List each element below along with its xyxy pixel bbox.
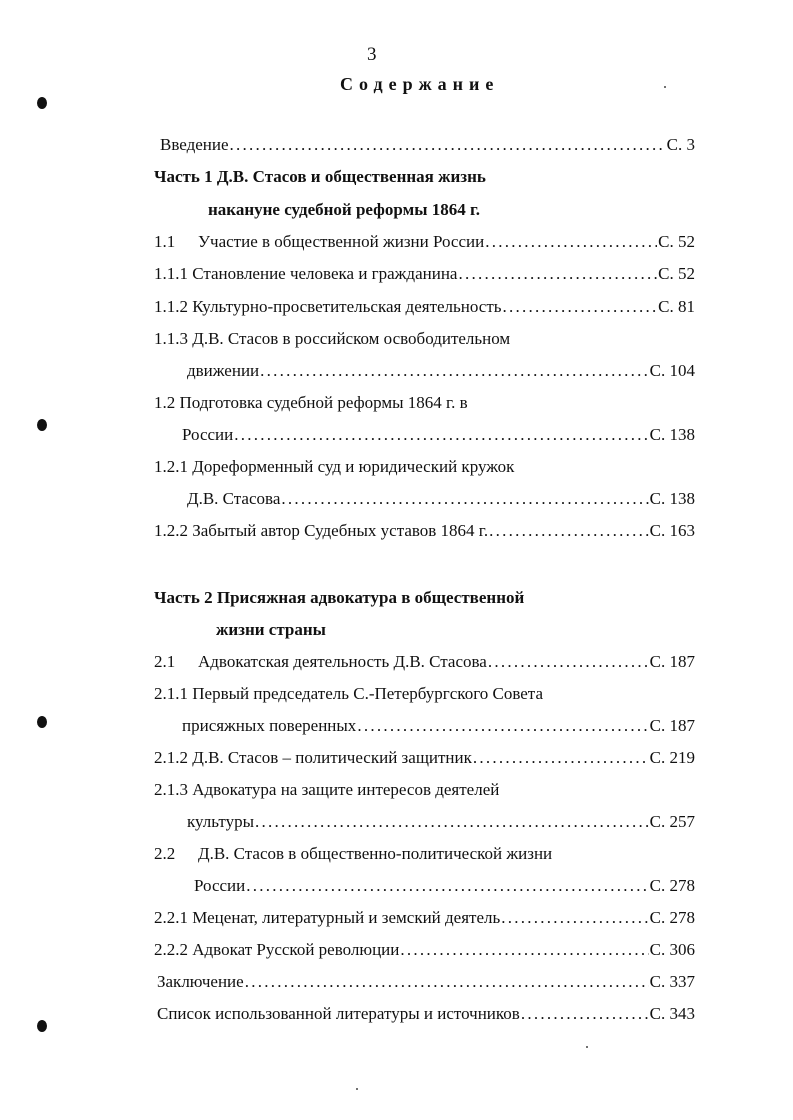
toc-entry-text-cont: движении (187, 361, 260, 380)
toc-entry-text: 1.2.1 Дореформенный суд и юридический кружок (154, 457, 515, 476)
toc-entry-conclusion (157, 971, 695, 993)
toc-entry-text: Список использованной литературы и источников (157, 1004, 520, 1023)
dot-leader (281, 488, 648, 510)
toc-entry-text: 1.2.2 Забытый автор Судебных уставов 1864 г. (154, 521, 489, 540)
toc-entry-text-cont: культуры (187, 812, 254, 831)
toc-entry-page: С. 138 (649, 425, 695, 444)
dot-leader (357, 715, 648, 737)
toc-entry (154, 907, 695, 929)
toc-entry-references (157, 1003, 695, 1025)
dot-leader (400, 939, 648, 961)
toc-entry-text: 1.2 Подготовка судебной реформы 1864 г. в (154, 393, 468, 412)
toc-entry-text-cont: России (182, 425, 234, 444)
toc-entry-page: С. 138 (649, 489, 695, 508)
scan-speck (356, 1088, 358, 1090)
toc-entry-page: С. 343 (649, 1004, 695, 1023)
toc-entry-text: Участие в общественной жизни России (198, 232, 485, 251)
toc-entry-text: 2.2.1 Меценат, литературный и земский деятель (154, 908, 501, 927)
toc-entry (154, 651, 695, 673)
toc-entry (187, 360, 695, 382)
toc-entry-page: С. 187 (649, 652, 695, 671)
toc-entry (182, 424, 695, 446)
toc-entry (154, 747, 695, 769)
toc-entry-text: 2.1.2 Д.В. Стасов – политический защитник (154, 748, 472, 767)
toc-entry-text-cont: России (194, 876, 246, 895)
toc-entry-page: С. 306 (649, 940, 695, 959)
toc-entry-text: 1.1.2 Культурно-просветительская деятельность (154, 297, 502, 316)
toc-entry-page: С. 163 (649, 521, 695, 540)
toc-entry (154, 231, 695, 253)
toc-entry-text-cont: присяжных поверенных (182, 716, 357, 735)
toc-entry-page: С. 337 (649, 972, 695, 991)
toc-entry (187, 811, 695, 833)
part-heading: Часть 2 Присяжная адвокатура в общественной (154, 588, 525, 607)
toc-entry-text-cont: Д.В. Стасова (187, 489, 281, 508)
scan-speck (664, 86, 666, 88)
binder-hole (37, 419, 47, 431)
part-heading: Часть 1 Д.В. Стасов и общественная жизнь (154, 167, 486, 186)
toc-entry-text: Д.В. Стасов в общественно-политической жизни (198, 844, 553, 863)
toc-entry-page: С. 52 (658, 264, 695, 283)
toc-entry-text: Адвокатская деятельность Д.В. Стасова (198, 652, 487, 671)
toc-entry-page: С. 3 (666, 135, 695, 154)
toc-entry-text: 2.1.3 Адвокатура на защите интересов деятелей (154, 780, 500, 799)
toc-entry-page: С. 257 (649, 812, 695, 831)
dot-leader (260, 360, 649, 382)
toc-entry-page: С. 52 (658, 232, 695, 251)
dot-leader (230, 134, 666, 156)
toc-entry (154, 263, 695, 285)
toc-entry-num: 2.2 (154, 844, 176, 863)
part-heading-cont: накануне судебной реформы 1864 г. (208, 200, 481, 219)
dot-leader (521, 1003, 649, 1025)
dot-leader (246, 875, 648, 897)
toc-entry-num: 2.1 (154, 652, 176, 671)
dot-leader (245, 971, 649, 993)
toc-entry-page: С. 81 (658, 297, 695, 316)
page-number: 3 (367, 44, 377, 65)
toc-entry-text: 2.2.2 Адвокат Русской революции (154, 940, 400, 959)
dot-leader (501, 907, 648, 929)
binder-hole (37, 97, 47, 109)
toc-entry-intro (160, 134, 695, 156)
page-title: Содержание (340, 74, 500, 94)
toc-entry-page: С. 187 (649, 716, 695, 735)
dot-leader (234, 424, 648, 446)
toc-entry (154, 296, 695, 318)
part-heading-cont: жизни страны (216, 620, 326, 639)
dot-leader (503, 296, 658, 318)
toc-entry-text: 2.1.1 Первый председатель С.-Петербургского Совета (154, 684, 543, 703)
toc-entry-line (154, 843, 552, 865)
dot-leader (473, 747, 649, 769)
toc-entry (154, 939, 695, 961)
toc-entry-num: 1.1 (154, 232, 176, 251)
toc-entry (182, 715, 695, 737)
dot-leader (489, 520, 649, 542)
toc-entry-page: С. 219 (649, 748, 695, 767)
toc-entry-page: С. 278 (649, 876, 695, 895)
dot-leader (255, 811, 649, 833)
toc-entry (187, 488, 695, 510)
binder-hole (37, 1020, 47, 1032)
toc-entry-text: 1.1.3 Д.В. Стасов в российском освободительном (154, 329, 511, 348)
toc-entry-page: С. 104 (649, 361, 695, 380)
dot-leader (458, 263, 657, 285)
toc-entry-page: С. 278 (649, 908, 695, 927)
toc-entry-text: 1.1.1 Становление человека и гражданина (154, 264, 458, 283)
toc-entry-text: Заключение (157, 972, 244, 991)
dot-leader (488, 651, 649, 673)
toc-entry (194, 875, 695, 897)
scan-speck (586, 1046, 588, 1048)
binder-hole (37, 716, 47, 728)
toc-entry (154, 520, 695, 542)
toc-entry-text: Введение (160, 135, 229, 154)
dot-leader (485, 231, 657, 253)
